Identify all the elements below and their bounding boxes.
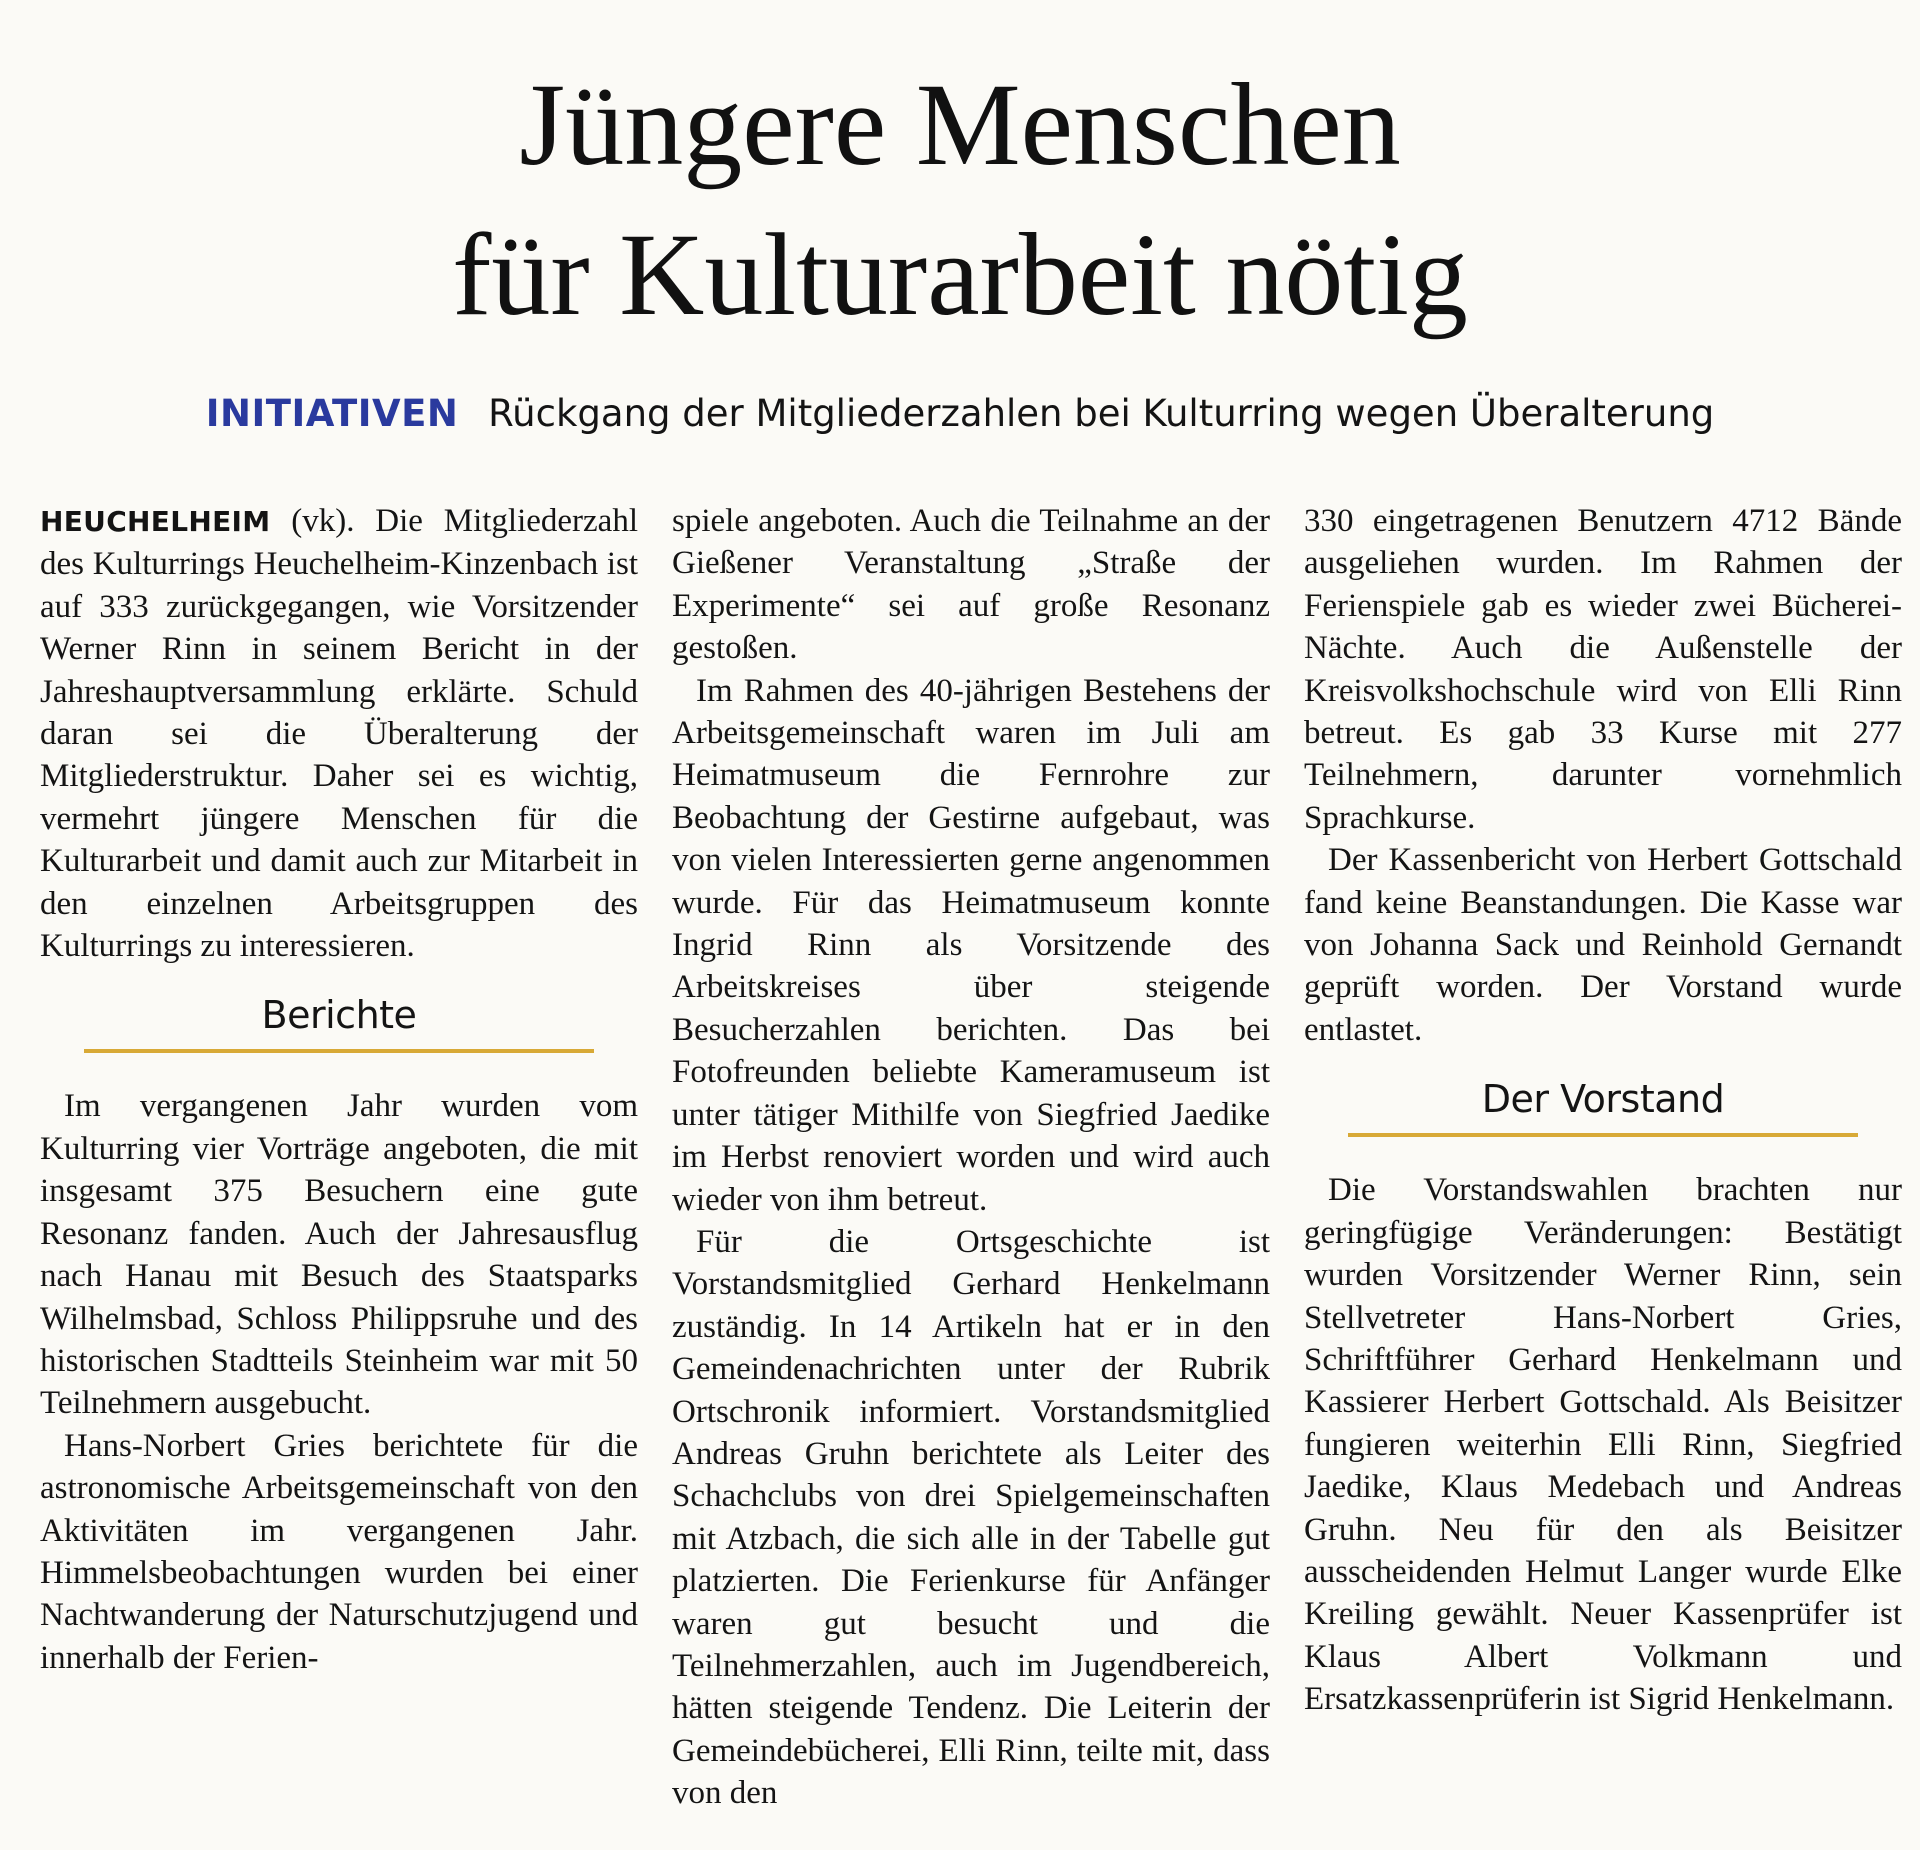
subhead-berichte	[40, 987, 638, 1053]
article-column-3	[1304, 500, 1902, 1721]
subhead-der-vorstand-text: Der Vorstand	[1481, 1077, 1725, 1122]
dateline: HEUCHELHEIM	[40, 505, 271, 538]
lead-paragraph	[40, 500, 638, 967]
subhead-rule	[84, 1049, 594, 1053]
subhead-der-vorstand	[1304, 1071, 1902, 1137]
paragraph-continued: 330 eingetragenen Benutzern 4712 Bände ausgeliehen wurden. Im Rahmen der Ferienspiele gab es wieder zwei Bücherei-Nächte. Auch die Außenstelle der Kreisvolkshochschule wird von Elli Rinn betreut. Es gab 33 Kurse mit 277 Teilnehmern, darunter vornehmlich Sprachkurse.	[1304, 503, 1902, 836]
subheadline	[0, 392, 1920, 435]
headline-line-2: für Kulturarbeit nötig	[452, 209, 1468, 340]
paragraph-continued: spiele angeboten. Auch die Teilnahme an der Gießener Veranstaltung „Straße der Experimente“ sei auf große Resonanz gestoßen.	[672, 503, 1270, 667]
article-column-2	[672, 500, 1270, 1815]
rubric-label: INITIATIVEN	[205, 392, 459, 435]
headline	[0, 50, 1920, 350]
subhead-rule	[1348, 1133, 1858, 1137]
subhead-berichte-text: Berichte	[261, 993, 417, 1038]
article-column-1	[40, 500, 638, 1679]
subheadline-text: Rückgang der Mitgliederzahlen bei Kulturring wegen Überalterung	[488, 392, 1715, 435]
lead-text: (vk). Die Mitgliederzahl des Kulturrings Heuchelheim-Kinzenbach ist auf 333 zurückgegangen, wie Vorsitzender Werner Rinn in seinem Bericht in der Jahreshauptversammlung erklärte. Schuld daran sei die Überalterung der Mitgliederstruktur. Daher sei es wichtig, vermehrt jüngere Menschen für die Kulturarbeit und damit auch zur Mitarbeit in den einzelnen Arbeitsgruppen des Kulturrings zu interessieren.	[40, 503, 639, 965]
paragraph: Im Rahmen des 40-jährigen Bestehens der Arbeitsgemeinschaft waren im Juli am Heimatmuseum die Fernrohre zur Beobachtung der Gestirne aufgebaut, was von vielen Interessierten gerne angenommen wurde. Für das Heimatmuseum konnte Ingrid Rinn als Vorsitzende des Arbeitskreises über steigende Besucherzahlen berichten. Das bei Fotofreunden beliebte Kameramuseum ist unter tätiger Mithilfe von Siegfried Jaedike im Herbst renoviert worden und wird auch wieder von ihm betreut.	[672, 672, 1270, 1218]
paragraph: Die Vorstandswahlen brachten nur geringfügige Veränderungen: Bestätigt wurden Vorsitzender Werner Rinn, sein Stellvetreter Hans-Norbert Gries, Schriftführer Gerhard Henkelmann und Kassierer Herbert Gottschald. Als Beisitzer fungieren weiterhin Elli Rinn, Siegfried Jaedike, Klaus Medebach und Andreas Gruhn. Neu für den als Beisitzer ausscheidenden Helmut Langer wurde Elke Kreiling gewählt. Neuer Kassenprüfer ist Klaus Albert Volkmann und Ersatzkassenprüferin ist Sigrid Henkelmann.	[1304, 1172, 1902, 1718]
paragraph: Hans-Norbert Gries berichtete für die astronomische Arbeitsgemeinschaft von den Aktivitäten im vergangenen Jahr. Himmelsbeobachtungen wurden bei einer Nachtwanderung der Naturschutzjugend und innerhalb der Ferien-	[40, 1427, 638, 1676]
paragraph: Der Kassenbericht von Herbert Gottschald fand keine Beanstandungen. Die Kasse war von Johanna Sack und Reinhold Gernandt geprüft worden. Der Vorstand wurde entlastet.	[1304, 842, 1902, 1048]
paragraph: Im vergangenen Jahr wurden vom Kulturring vier Vorträge angeboten, die mit insgesamt 375 Besuchern eine gute Resonanz fanden. Auch der Jahresausflug nach Hanau mit Besuch des Staatsparks Wilhelmsbad, Schloss Philippsruhe und des historischen Stadtteils Steinheim war mit 50 Teilnehmern ausgebucht.	[40, 1088, 638, 1422]
paragraph: Für die Ortsgeschichte ist Vorstandsmitglied Gerhard Henkelmann zuständig. In 14 Artikeln hat er in den Gemeindenachrichten unter der Rubrik Ortschronik informiert. Vorstandsmitglied Andreas Gruhn berichtete als Leiter des Schachclubs von drei Spielgemeinschaften mit Atzbach, die sich alle in der Tabelle gut platzierten. Die Ferienkurse für Anfänger waren gut besucht und die Teilnehmerzahlen, auch im Jugendbereich, hätten steigende Tendenz. Die Leiterin der Gemeindebücherei, Elli Rinn, teilte mit, dass von den	[672, 1223, 1270, 1812]
headline-line-1: Jüngere Menschen	[519, 59, 1401, 190]
